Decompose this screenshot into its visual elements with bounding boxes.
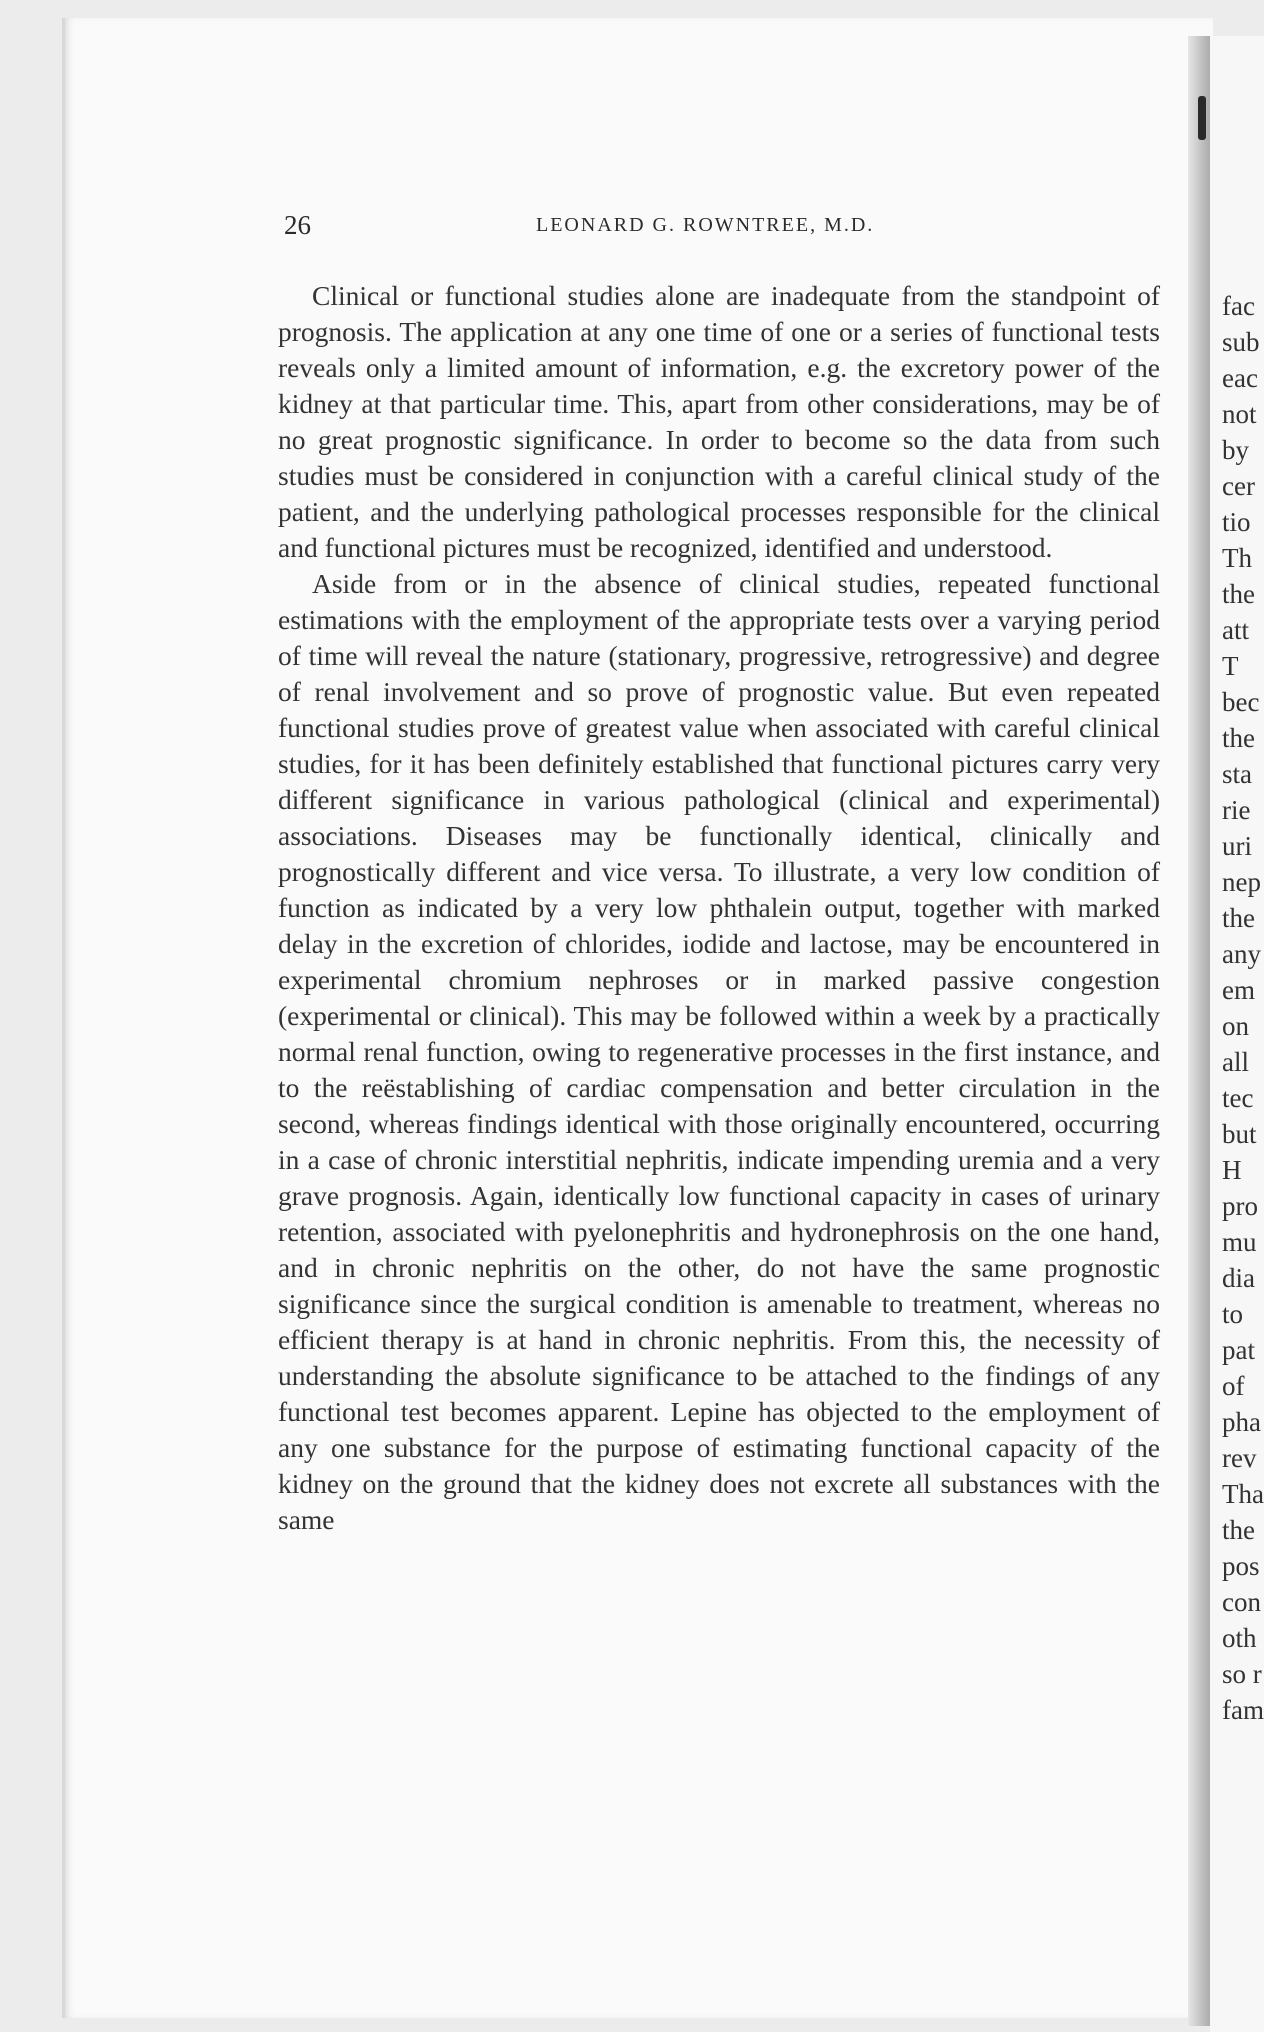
right-page-fragment: pro <box>1222 1191 1258 1221</box>
right-page-fragment: H <box>1222 1155 1242 1185</box>
right-page-fragment: on <box>1222 1011 1249 1041</box>
right-page-text-fragments <box>1222 288 1264 1728</box>
right-page-fragment: att <box>1222 615 1249 645</box>
right-page-fragment: Tha <box>1222 1479 1264 1509</box>
right-page-fragment: T <box>1222 651 1239 681</box>
right-page-fragment: em <box>1222 975 1255 1005</box>
right-page-fragment: cer <box>1222 471 1255 501</box>
right-page-fragment: the <box>1222 723 1255 753</box>
right-page-fragment: fac <box>1222 291 1255 321</box>
right-page-fragment: sta <box>1222 759 1252 789</box>
right-page-fragment: the <box>1222 579 1255 609</box>
right-page-fragment: tio <box>1222 507 1251 537</box>
right-page-fragment: sub <box>1222 327 1260 357</box>
running-head: LEONARD G. ROWNTREE, M.D. <box>536 214 875 236</box>
right-page-fragment: bec <box>1222 687 1260 717</box>
right-page-fragment: pat <box>1222 1335 1255 1365</box>
right-page-fragment: pos <box>1222 1551 1260 1581</box>
right-page-fragment: rev <box>1222 1443 1257 1473</box>
right-page-fragment: tec <box>1222 1083 1254 1113</box>
right-page-fragment: not <box>1222 399 1257 429</box>
right-page-fragment: of <box>1222 1371 1245 1401</box>
right-page-fragment: fam <box>1222 1695 1264 1725</box>
right-page-fragment: rie <box>1222 795 1251 825</box>
body-text <box>278 278 1160 1538</box>
right-page-fragment: all <box>1222 1047 1249 1077</box>
page-header <box>284 210 1164 250</box>
right-page-fragment: to <box>1222 1299 1244 1329</box>
right-page-fragment: dia <box>1222 1263 1255 1293</box>
gutter-mark <box>1198 96 1206 140</box>
right-page-fragment: the <box>1222 1515 1255 1545</box>
paragraph-prognosis: Clinical or functional studies alone are inadequate from the standpoint of prognosis. The application at any one time of one or a series of functional tests reveals only a limited amount of information, e.g. the excretory power of the kidney at that particular time. This, apart from other considerations, may be of no great prognostic significance. In order to become so the data from such studies must be considered in conjunction with a careful clinical study of the patient, and the underlying pathological processes responsible for the clinical and functional pictures must be recognized, identified and understood. <box>278 280 1160 563</box>
right-page-fragment: uri <box>1222 831 1252 861</box>
right-page-fragment: but <box>1222 1119 1257 1149</box>
right-page-fragment: Th <box>1222 543 1252 573</box>
right-page-fragment: by <box>1222 435 1249 465</box>
right-page-fragment: oth <box>1222 1623 1257 1653</box>
right-page-fragment: the <box>1222 903 1255 933</box>
right-page-fragment: any <box>1222 939 1261 969</box>
page-number: 26 <box>284 210 311 240</box>
right-page-fragment: pha <box>1222 1407 1261 1437</box>
right-page-fragment: eac <box>1222 363 1258 393</box>
right-page-fragment: so r <box>1222 1659 1262 1689</box>
paragraph-functional-estimations: Aside from or in the absence of clinical studies, repeated functional estimations with the employment of the appropriate tests over a varying period of time will reveal the nature (stationary, progressive, retrogressive) and degree of renal involvement and so prove of prognostic value. But even repeated functional studies prove of greatest value when associated with careful clinical studies, for it has been definitely established that functional pictures carry very different significance in various pathological (clinical and experimental) associations. Diseases may be functionally identical, clinically and prognostically different and vice versa. To illustrate, a very low condition of function as indicated by a very low phthalein output, together with marked delay in the excretion of chlorides, iodide and lactose, may be encountered in experimental chromium nephroses or in marked passive congestion (experimental or clinical). This may be followed within a week by a practically normal renal function, owing to regenerative processes in the first instance, and to the reëstablishing of cardiac compensation and better circulation in the second, whereas findings identical with those originally encountered, occurring in a case of chronic interstitial nephritis, indicate impending uremia and a very grave prognosis. Again, identically low functional capacity in cases of urinary retention, associated with pyelonephritis and hydronephrosis on the one hand, and in chronic nephritis on the other, do not have the same prognostic significance since the surgical condition is amenable to treatment, whereas no efficient therapy is at hand in chronic nephritis. From this, the necessity of understanding the absolute significance to be attached to the findings of any functional test becomes apparent. Lepine has objected to the employment of any one substance for the purpose of estimating functional capacity of the kidney on the ground that the kidney does not excrete all substances with the same <box>278 568 1160 1535</box>
right-page-fragment: mu <box>1222 1227 1257 1257</box>
right-page-fragment: con <box>1222 1587 1261 1617</box>
right-page-fragment: nep <box>1222 867 1261 897</box>
